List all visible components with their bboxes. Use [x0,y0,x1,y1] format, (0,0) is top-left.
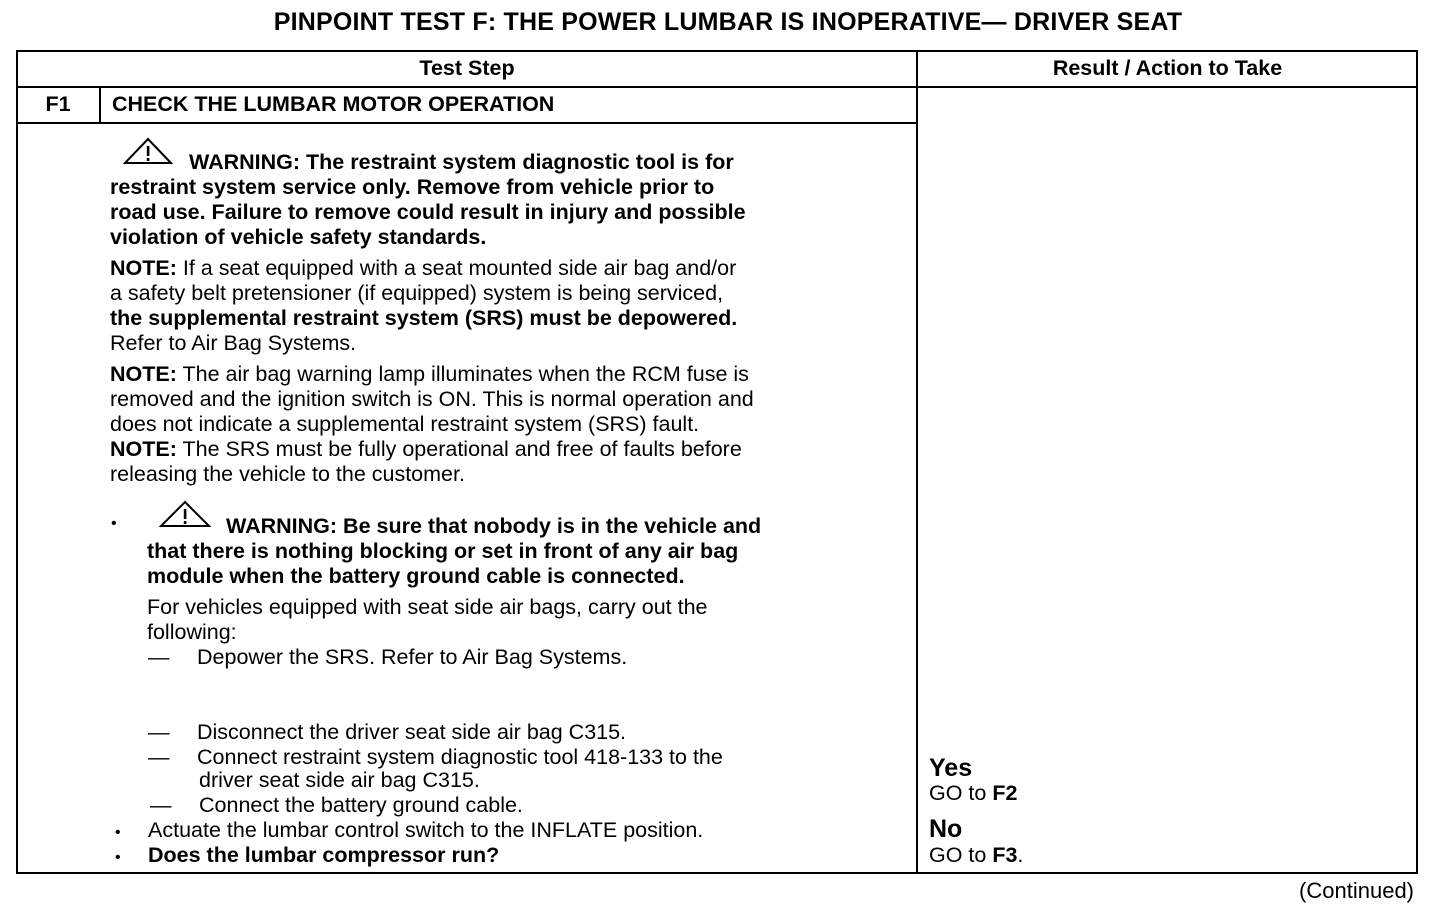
header-divider [17,86,1417,88]
result-no-prefix: GO to [929,843,993,867]
note-line [110,437,742,462]
note-text: The air bag warning lamp illuminates when the RCM fuse is [176,362,749,386]
bullet: • [115,824,121,841]
result-yes-prefix: GO to [929,781,993,805]
warning-text-line: WARNING: The restraint system diagnostic tool is for [189,150,734,174]
page-title: PINPOINT TEST F: THE POWER LUMBAR IS INOPERATIVE— DRIVER SEAT [273,8,1183,36]
warning-text-line: violation of vehicle safety standards. [110,225,487,249]
bullet: • [111,515,117,532]
note-line: releasing the vehicle to the customer. [110,462,465,486]
note-label: NOTE: [110,256,177,280]
warning-text-line: module when the battery ground cable is connected. [147,564,685,588]
warning-text-line: restraint system service only. Remove from vehicle prior to [110,175,715,199]
note-line [110,256,736,281]
note-line-emphasis: the supplemental restraint system (SRS) must be depowered. [110,306,738,330]
procedure-intro-line: For vehicles equipped with seat side air bags, carry out the [147,595,708,619]
note-line: removed and the ignition switch is ON. This is normal operation and [110,387,754,411]
step-title-divider [17,122,917,124]
procedure-substep: driver seat side air bag C315. [199,768,480,792]
warning-triangle-icon [122,136,174,166]
note-label: NOTE: [110,362,177,386]
dash: — [150,793,172,817]
warning-text-line: road use. Failure to remove could result in injury and possible [110,200,746,224]
result-yes-action [929,781,1017,806]
continued-label: (Continued) [1299,878,1414,903]
result-no-target: F3 [992,843,1018,867]
result-no-action [929,843,1023,868]
procedure-substep: Disconnect the driver seat side air bag C315. [197,720,627,744]
procedure-step: Actuate the lumbar control switch to the INFLATE position. [148,818,704,842]
step-id: F1 [45,92,71,116]
dash: — [148,645,170,669]
procedure-substep: Connect the battery ground cable. [199,793,523,817]
column-header-test-step: Test Step [419,56,515,80]
procedure-substep: Depower the SRS. Refer to Air Bag Systems. [197,645,628,669]
result-yes-target: F2 [992,781,1018,805]
result-no-label: No [929,815,963,843]
dash: — [148,745,170,769]
step-title: CHECK THE LUMBAR MOTOR OPERATION [112,92,555,116]
step-id-divider [99,87,101,123]
column-divider [916,51,918,873]
note-line: Refer to Air Bag Systems. [110,331,357,355]
note-line: a safety belt pretensioner (if equipped) system is being serviced, [110,281,724,305]
bullet: • [115,849,121,866]
warning-text-line: that there is nothing blocking or set in front of any air bag [147,539,739,563]
result-no-suffix: . [1017,843,1024,867]
procedure-question: Does the lumbar compressor run? [148,843,500,867]
note-line: does not indicate a supplemental restraint system (SRS) fault. [110,412,700,436]
warning-text-line: WARNING: Be sure that nobody is in the vehicle and [226,514,762,538]
dash: — [148,720,170,744]
result-yes-label: Yes [929,754,973,782]
note-line [110,362,749,387]
procedure-substep: Connect restraint system diagnostic tool 418-133 to the [197,745,723,769]
procedure-intro-line: following: [147,620,237,644]
note-text: If a seat equipped with a seat mounted side air bag and/or [176,256,737,280]
note-label: NOTE: [110,437,177,461]
note-text: The SRS must be fully operational and free of faults before [176,437,742,461]
warning-triangle-icon [158,499,212,529]
column-header-result-action: Result / Action to Take [1052,56,1283,80]
